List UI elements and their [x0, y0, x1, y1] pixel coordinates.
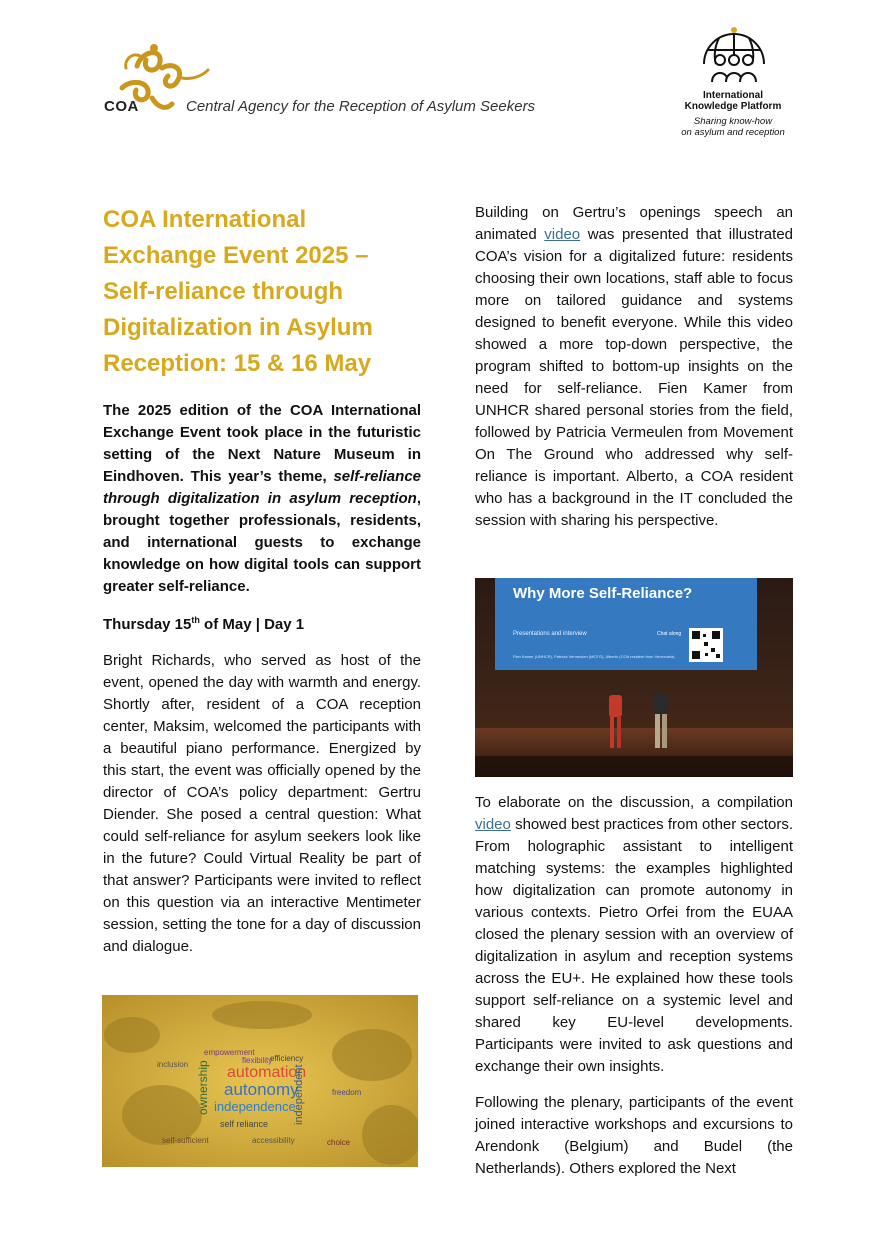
wordcloud-word: empowerment — [204, 1048, 255, 1057]
wordcloud-word: independence — [214, 1099, 296, 1114]
coa-abbreviation: COA — [104, 98, 139, 115]
wordcloud-photo — [102, 995, 418, 1167]
ikp-tagline: Sharing know-how on asylum and reception — [681, 116, 785, 138]
wordcloud-word: flexibility — [242, 1056, 273, 1065]
wordcloud-word: ownership — [196, 1060, 210, 1115]
stage-image — [475, 578, 793, 777]
wordcloud-word: self reliance — [220, 1119, 269, 1129]
wordcloud-word: autonomy — [224, 1080, 299, 1099]
ikp-title: International Knowledge Platform — [684, 90, 782, 112]
video-two-paragraph: To elaborate on the discussion, a compilation video showed best practices from other sectors. From holographic assistant to intelligent matching systems: the examples highlighted how digitalization can promote autonomy in various contexts. Pietro Orfei from the EUAA closed the plenary session with an overview of digitalization in asylum and reception systems across the EU+. He explained how these tools support self-reliance on a systemic level and shared key EU-level developments. Participants were invited to ask questions and exchange their own insights. — [475, 794, 793, 1075]
wordcloud-word: freedom — [332, 1088, 362, 1097]
globe-people-icon — [694, 24, 774, 86]
video-one-paragraph: Building on Gertru’s openings speech an animated video was presented that illustrated COA’s vision for a digitalized future: residents choosing their own locations, staff able to focus more on tailored guidance and systems designed to benefit everyone. While this video showed a more top-down perspective, the program shifted to bottom-up insights on the need for self-reliance. Fien Kamer from UNHCR shared personal stories from the field, followed by Patricia Vermeulen from Movement On The Ground who addressed why self-reliance is important. Alberto, a COA resident who has a background in the IT concluded the session with sharing his perspective. — [475, 204, 794, 529]
day-one-heading: Thursday 15th of May | Day 1 — [103, 615, 305, 633]
video-link[interactable]: video — [544, 226, 581, 243]
slide-subtitle: Presentations and interview — [513, 631, 587, 637]
day-one-paragraph: Bright Richards, who served as host of the event, opened the day with warmth and energy. Shortly after, resident of a COA reception center, Maksim, welcomed the participants with a beautiful piano performance. Energized by this start, the event was officially opened by the director of COA’s policy department: Gertru Diender. She posed a central question: What could self-reliance for asylum seekers look like in the future? Could Virtual Reality be part of that answer? Participants were invited to reflect on this question via an interactive Mentimeter session, setting the tone for a day of discussion and dialogue. — [103, 652, 421, 955]
video-link[interactable]: video — [475, 816, 511, 833]
slide-button: Chat along — [657, 631, 682, 637]
right-column-lower — [475, 792, 793, 1180]
wordcloud-image — [102, 995, 418, 1167]
wordcloud-word: choice — [327, 1138, 351, 1147]
coa-full-name: Central Agency for the Reception of Asylum Seekers — [186, 98, 536, 115]
intro-paragraph: The 2025 edition of the COA International Exchange Event took place in the futuristic setting of the Next Nature Museum in Eindhoven. This year’s theme, self-reliance through digitalization in asylum reception, brought together professionals, residents, and international guests to exchange knowledge on how digital tools can support greater self-reliance. — [103, 402, 421, 595]
wordcloud-word: accessibility — [252, 1136, 295, 1145]
slide-footer: Fien Kamer (UNHCR), Patricia Vermeulen (MOTG), Alberto (COA resident from Venezuela) — [513, 654, 675, 659]
wordcloud-word: self-sufficient — [162, 1136, 209, 1145]
wordcloud-word: independent — [293, 1064, 305, 1125]
ikp-logo — [672, 24, 812, 144]
article-title: COA International Exchange Event 2025 – Self-reliance through Digitalization in Asylum Reception: 15 & 16 May — [103, 206, 373, 377]
wordcloud-word: inclusion — [157, 1060, 189, 1069]
wordcloud-word: efficiency — [270, 1054, 304, 1063]
stage-photo — [475, 578, 793, 777]
slide-title: Why More Self-Reliance? — [513, 585, 693, 602]
left-column — [103, 202, 421, 972]
workshops-paragraph: Following the plenary, participants of the event joined interactive workshops and excursions to Arendonk (Belgium) and Budel (the Netherlands). Others explored the Next — [475, 1094, 793, 1177]
right-column — [475, 202, 793, 542]
wordcloud-word: automation — [227, 1064, 307, 1081]
coa-logo — [102, 38, 542, 118]
